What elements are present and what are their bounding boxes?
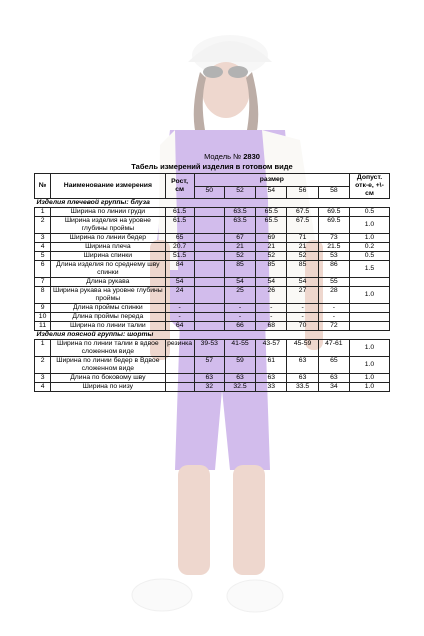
measurement-name: Ширина по линии бедер в Вдвое сложенном виде [51, 357, 165, 374]
table-row [35, 322, 390, 331]
value-cell-empty [194, 261, 224, 278]
height-value: - [165, 313, 194, 322]
value-cell: 34 [318, 383, 349, 392]
measurement-table [34, 173, 390, 392]
row-number: 4 [35, 243, 51, 252]
row-number: 1 [35, 208, 51, 217]
value-cell: 21.5 [318, 243, 349, 252]
height-value [165, 383, 194, 392]
value-cell: - [318, 313, 349, 322]
value-cell: 85 [256, 261, 287, 278]
measurement-name: Ширина спинки [51, 252, 165, 261]
value-cell: 63 [287, 374, 318, 383]
table-row [35, 252, 390, 261]
tolerance-value: 1.0 [350, 374, 390, 383]
row-number: 6 [35, 261, 51, 278]
value-cell: 32 [194, 383, 224, 392]
table-row [35, 261, 390, 278]
table-row [35, 243, 390, 252]
value-cell: 70 [287, 322, 318, 331]
value-cell: 54 [287, 278, 318, 287]
value-cell: 68 [256, 322, 287, 331]
value-cell: 21 [287, 243, 318, 252]
row-number: 2 [35, 357, 51, 374]
value-cell: 33.5 [287, 383, 318, 392]
measurement-name: Ширина по линии бедер [51, 234, 165, 243]
measurement-name: Длина рукава [51, 278, 165, 287]
height-value: 61.5 [165, 217, 194, 234]
table-row [35, 313, 390, 322]
row-number: 5 [35, 252, 51, 261]
tolerance-value [350, 304, 390, 313]
value-cell: 63.5 [224, 208, 255, 217]
section-title: Изделия поясной группы: шорты [35, 331, 390, 340]
measurement-name: Длина проймы переда [51, 313, 165, 322]
value-cell: 65.5 [256, 217, 287, 234]
value-cell: - [287, 313, 318, 322]
table-row [35, 304, 390, 313]
tolerance-value: 0.5 [350, 252, 390, 261]
tolerance-value: 1.0 [350, 383, 390, 392]
measurement-name: Длина по боковому шву [51, 374, 165, 383]
value-cell-empty [194, 252, 224, 261]
tolerance-value: 1.0 [350, 217, 390, 234]
height-value: 51.5 [165, 252, 194, 261]
value-cell-empty [194, 313, 224, 322]
col-size-header: размер [194, 174, 349, 187]
value-cell: 21 [224, 243, 255, 252]
col-name-header: Наименование измерения [51, 174, 165, 199]
measurement-name: Ширина изделия на уровне глубины проймы [51, 217, 165, 234]
value-cell: 65.5 [256, 208, 287, 217]
tolerance-value [350, 278, 390, 287]
value-cell: 45-59 [287, 340, 318, 357]
value-cell: - [224, 304, 255, 313]
value-cell: 65 [318, 357, 349, 374]
value-cell: 67 [224, 234, 255, 243]
measurement-name: Длина изделия по среднему шву спинки [51, 261, 165, 278]
row-number: 3 [35, 374, 51, 383]
table-row [35, 208, 390, 217]
value-cell: - [256, 313, 287, 322]
table-row [35, 340, 390, 357]
measurement-name: Ширина по линии талии [51, 322, 165, 331]
section-header-row [35, 331, 390, 340]
value-cell: 26 [256, 287, 287, 304]
value-cell: 47-61 [318, 340, 349, 357]
value-cell: 33 [256, 383, 287, 392]
value-cell: 52 [256, 252, 287, 261]
value-cell-empty [194, 243, 224, 252]
value-cell: 54 [256, 278, 287, 287]
measurement-name: Ширина по низу [51, 383, 165, 392]
value-cell: - [224, 313, 255, 322]
value-cell: 73 [318, 234, 349, 243]
height-value: 64 [165, 322, 194, 331]
value-cell: 63 [256, 374, 287, 383]
measurement-name: Ширина рукава на уровне глубины проймы [51, 287, 165, 304]
model-title [74, 152, 390, 162]
value-cell: 39-53 [194, 340, 224, 357]
value-cell: 28 [318, 287, 349, 304]
table-row [35, 357, 390, 374]
value-cell-empty [194, 304, 224, 313]
value-cell: 72 [318, 322, 349, 331]
tolerance-value: 1.0 [350, 340, 390, 357]
height-value [165, 374, 194, 383]
row-number: 8 [35, 287, 51, 304]
section-header-row [35, 199, 390, 208]
value-cell: 52 [287, 252, 318, 261]
tolerance-value: 0.2 [350, 243, 390, 252]
size-cell: 50 [194, 186, 224, 199]
height-value: 24 [165, 287, 194, 304]
row-number: 3 [35, 234, 51, 243]
size-cell: 54 [256, 186, 287, 199]
value-cell: 63 [318, 374, 349, 383]
value-cell: 43-57 [256, 340, 287, 357]
value-cell: 27 [287, 287, 318, 304]
table-row [35, 217, 390, 234]
height-value: 54 [165, 278, 194, 287]
value-cell: - [318, 304, 349, 313]
size-cell: 58 [318, 186, 349, 199]
value-cell: 41-55 [224, 340, 255, 357]
value-cell-empty [194, 217, 224, 234]
value-cell: 61 [256, 357, 287, 374]
value-cell: 63 [194, 374, 224, 383]
value-cell-empty [194, 322, 224, 331]
value-cell: 59 [224, 357, 255, 374]
row-number: 4 [35, 383, 51, 392]
value-cell: 69.5 [318, 217, 349, 234]
value-cell: 66 [224, 322, 255, 331]
value-cell: 86 [318, 261, 349, 278]
value-cell: 85 [287, 261, 318, 278]
table-title: Табель измерений изделия в готовом виде [131, 162, 293, 171]
height-value: 84 [165, 261, 194, 278]
tolerance-value: 1.0 [350, 357, 390, 374]
table-row [35, 278, 390, 287]
section-title: Изделия плечевой группы: блуза [35, 199, 390, 208]
height-value [165, 357, 194, 374]
value-cell: 63.5 [224, 217, 255, 234]
value-cell: 63 [287, 357, 318, 374]
tolerance-value: 1.0 [350, 234, 390, 243]
row-number: 7 [35, 278, 51, 287]
tolerance-value: 1.0 [350, 287, 390, 304]
value-cell: 53 [318, 252, 349, 261]
value-cell-empty [194, 234, 224, 243]
value-cell-empty [194, 208, 224, 217]
value-cell: 54 [224, 278, 255, 287]
row-number: 9 [35, 304, 51, 313]
model-label: Модель № [204, 152, 242, 161]
model-number: 2830 [243, 152, 260, 161]
value-cell: 57 [194, 357, 224, 374]
value-cell-empty [194, 278, 224, 287]
tolerance-value [350, 313, 390, 322]
table-row [35, 383, 390, 392]
col-num-header: № [35, 174, 51, 199]
measurement-name: Ширина по линии талии в вдвое сложенном виде [51, 340, 165, 357]
tolerance-value: 1.5 [350, 261, 390, 278]
header-row [35, 174, 390, 187]
value-cell: 85 [224, 261, 255, 278]
value-cell: 32.5 [224, 383, 255, 392]
col-height-header: Рост, см [165, 174, 194, 199]
row-number: 10 [35, 313, 51, 322]
value-cell: 67.5 [287, 217, 318, 234]
measurement-name: Ширина плеча [51, 243, 165, 252]
table-row [35, 374, 390, 383]
value-cell: 52 [224, 252, 255, 261]
value-cell: 21 [256, 243, 287, 252]
value-cell-empty [194, 287, 224, 304]
value-cell: 55 [318, 278, 349, 287]
height-value: - [165, 304, 194, 313]
value-cell: 69 [256, 234, 287, 243]
height-value: резинка [165, 340, 194, 357]
row-number: 11 [35, 322, 51, 331]
measurement-sheet [34, 152, 390, 392]
measurement-name: Длина проймы спинки [51, 304, 165, 313]
height-value: 61.5 [165, 208, 194, 217]
value-cell: - [256, 304, 287, 313]
value-cell: 69.5 [318, 208, 349, 217]
value-cell: 71 [287, 234, 318, 243]
value-cell: 63 [224, 374, 255, 383]
tolerance-value [350, 322, 390, 331]
row-number: 1 [35, 340, 51, 357]
row-number: 2 [35, 217, 51, 234]
col-tolerance-header: Допуст. отк-е, +\-см [350, 174, 390, 199]
table-row [35, 234, 390, 243]
value-cell: - [287, 304, 318, 313]
size-cell: 52 [224, 186, 255, 199]
measurement-name: Ширина по линии груди [51, 208, 165, 217]
value-cell: 25 [224, 287, 255, 304]
height-value: 65 [165, 234, 194, 243]
tolerance-value: 0.5 [350, 208, 390, 217]
table-row [35, 287, 390, 304]
size-cell: 56 [287, 186, 318, 199]
height-value: 20.7 [165, 243, 194, 252]
value-cell: 67.5 [287, 208, 318, 217]
